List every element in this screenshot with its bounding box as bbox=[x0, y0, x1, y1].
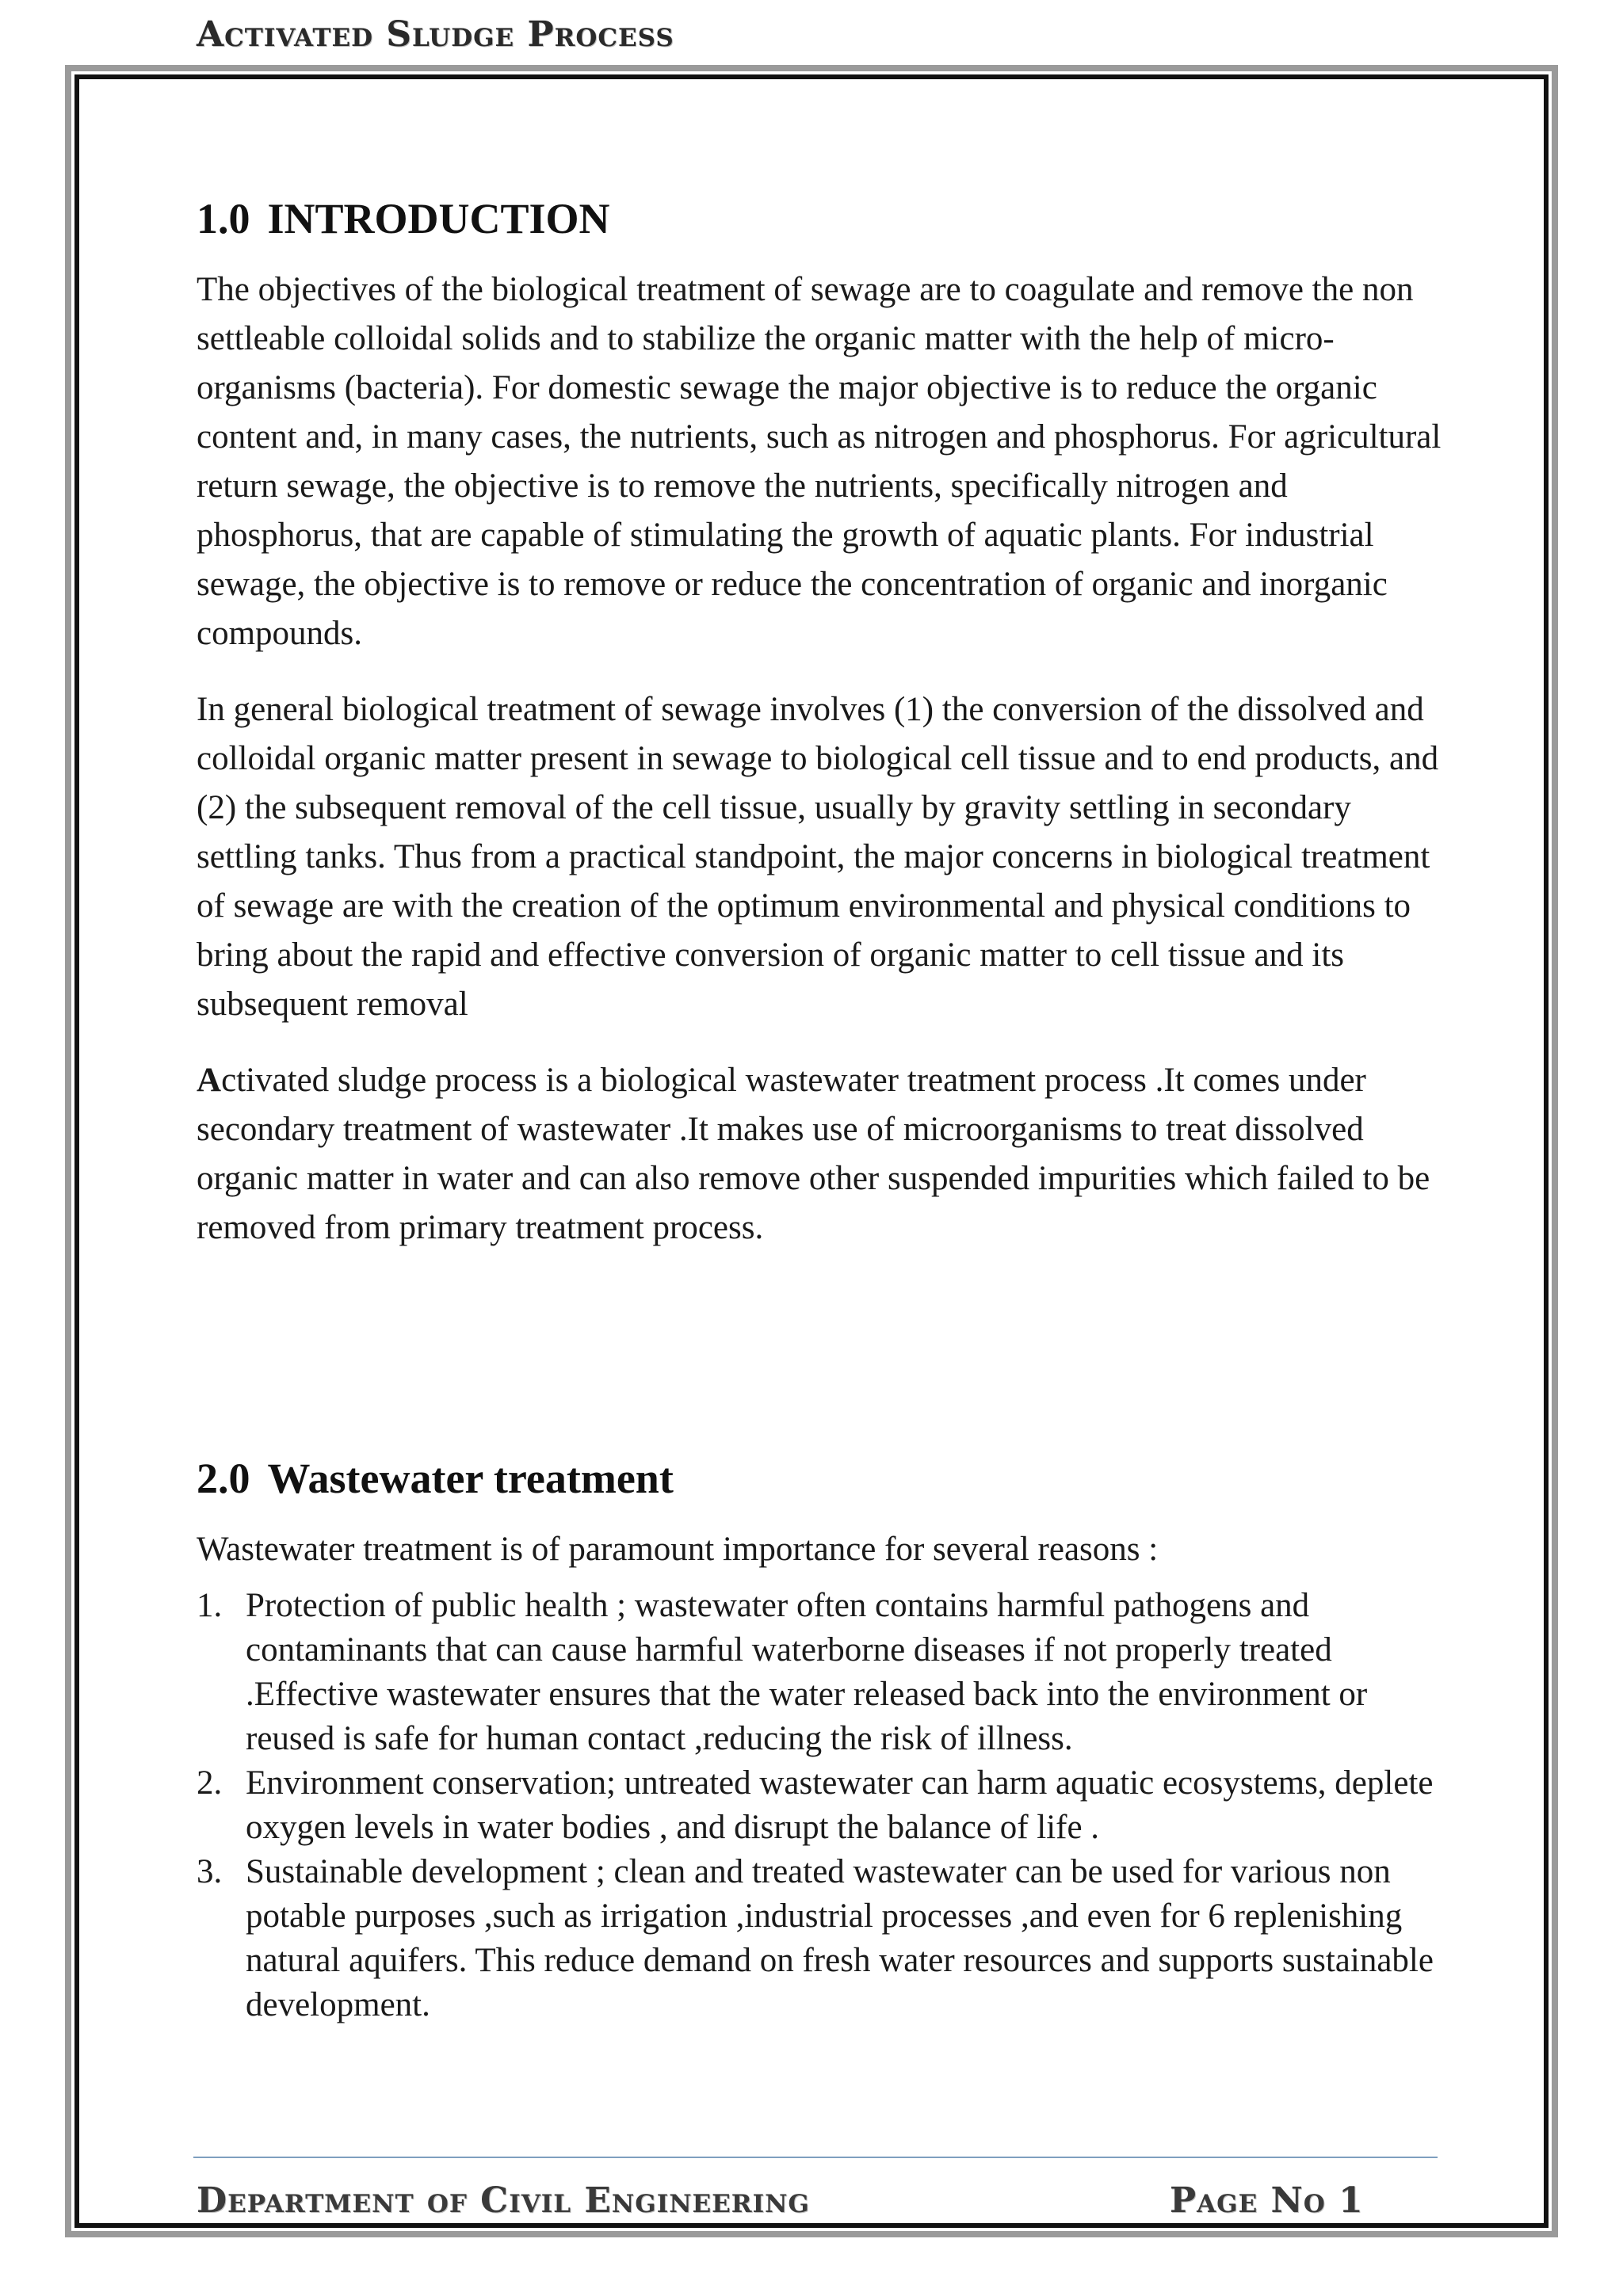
list-item bbox=[197, 1850, 1449, 2027]
list-item-text: Protection of public health ; wastewater often contains harmful pathogens and contaminants that can cause harmful waterborne diseases if not properly treated .Effective wastewater ensures that the water released back into the environment or reused is safe for human contact ,reducing the risk of illness. bbox=[246, 1587, 1368, 1757]
list-item bbox=[197, 1761, 1449, 1850]
section-title: INTRODUCTION bbox=[267, 195, 610, 242]
list-item-text: Environment conservation; untreated wastewater can harm aquatic ecosystems, deplete oxygen levels in water bodies , and disrupt the balance of life . bbox=[246, 1764, 1434, 1846]
drop-letter: A bbox=[197, 1062, 222, 1099]
running-header: Activated Sludge Process bbox=[197, 14, 674, 55]
footer-divider bbox=[193, 2157, 1438, 2158]
list-marker: 2. bbox=[197, 1764, 223, 1802]
section-number: 1.0 bbox=[197, 195, 250, 242]
footer-page-number: Page No 1 bbox=[1170, 2180, 1364, 2221]
page-content bbox=[197, 194, 1449, 2027]
footer-department: Department of Civil Engineering bbox=[197, 2180, 810, 2221]
section-title: Wastewater treatment bbox=[267, 1455, 674, 1502]
intro-paragraph-2: In general biological treatment of sewage involves (1) the conversion of the dissolved and colloidal organic matter present in sewage to biological cell tissue and to end products, and (2) the subsequent removal of the cell tissue, usually by gravity settling in secondary settling tanks. Thus from a practical standpoint, the major concerns in biological treatment of sewage are with the creation of the optimum environmental and physical conditions to bring about the rapid and effective conversion of organic matter to cell tissue and its subsequent removal bbox=[197, 691, 1439, 1023]
list-item-text: Sustainable development ; clean and treated wastewater can be used for various non potable purposes ,such as irrigation ,industrial processes ,and even for 6 replenishing natural aquifers. This reduce demand on fresh water resources and supports sustainable development. bbox=[246, 1853, 1434, 2023]
section-heading-introduction bbox=[197, 194, 1449, 243]
section-heading-wastewater bbox=[197, 1454, 1449, 1503]
reasons-lead: Wastewater treatment is of paramount importance for several reasons : bbox=[197, 1531, 1159, 1568]
reasons-list bbox=[197, 1584, 1449, 2027]
intro-paragraph-1: The objectives of the biological treatment of sewage are to coagulate and remove the non settleable colloidal solids and to stabilize the organic matter with the help of micro-organisms (bacteria). For domestic sewage the major objective is to reduce the organic content and, in many cases, the nutrients, such as nitrogen and phosphorus. For agricultural return sewage, the objective is to remove the nutrients, specifically nitrogen and phosphorus, that are capable of stimulating the growth of aquatic plants. For industrial sewage, the objective is to remove or reduce the concentration of organic and inorganic compounds. bbox=[197, 271, 1442, 652]
paragraph-text: ctivated sludge process is a biological wastewater treatment process .It comes under secondary treatment of wastewater .It makes use of microorganisms to treat dissolved organic matter in water and can also remove other suspended impurities which failed to be removed from primary treatment process. bbox=[197, 1062, 1430, 1246]
section-number: 2.0 bbox=[197, 1455, 250, 1502]
list-marker: 1. bbox=[197, 1587, 223, 1624]
list-marker: 3. bbox=[197, 1853, 223, 1890]
list-item bbox=[197, 1584, 1449, 1761]
section-spacer bbox=[197, 1280, 1449, 1454]
intro-paragraph-3 bbox=[197, 1056, 1449, 1253]
